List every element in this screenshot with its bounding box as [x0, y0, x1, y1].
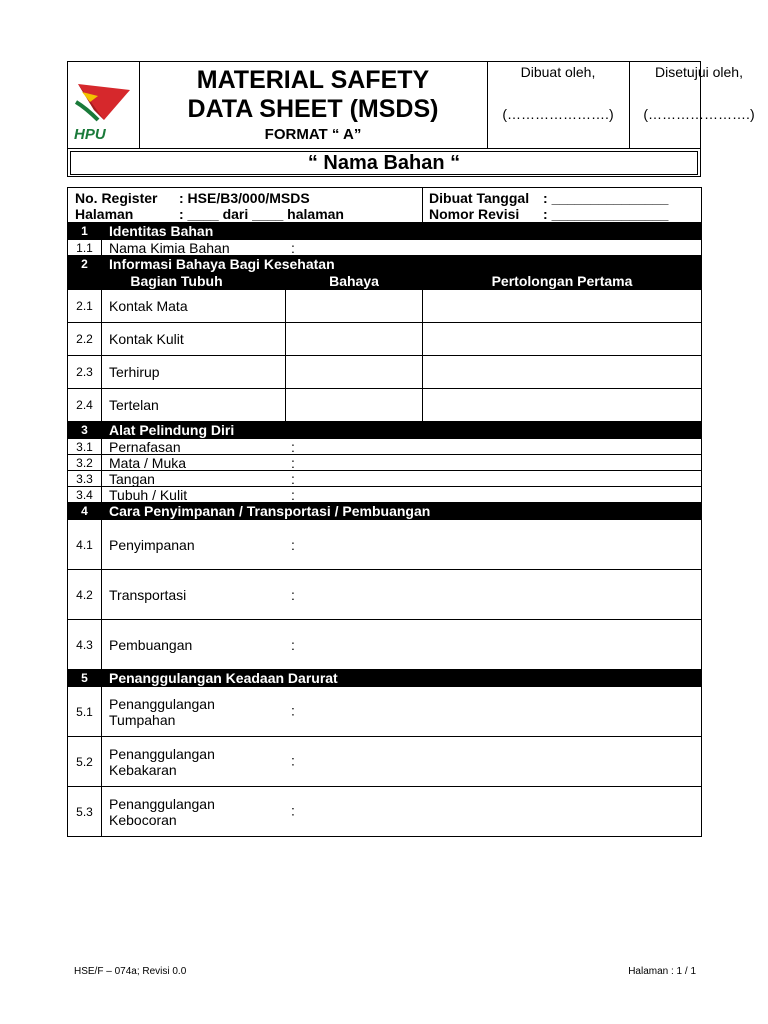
field-label: [109, 796, 291, 828]
field-colon: :: [291, 486, 295, 503]
field-label-line-1: Penanggulangan: [109, 695, 215, 712]
field-colon: :: [291, 802, 295, 819]
field-colon: :: [291, 438, 295, 455]
field-label: Pernafasan: [109, 438, 181, 455]
section-header-3: [68, 422, 702, 439]
field-label: [109, 696, 291, 728]
row-number: 5.1: [68, 687, 102, 737]
meta-row: [68, 188, 702, 223]
row-3-2: [68, 455, 702, 471]
field-label: Nama Kimia Bahan: [109, 239, 230, 256]
field-label-line-2: Kebocoran: [109, 811, 177, 828]
date-cell: [423, 188, 702, 223]
field-colon: :: [291, 239, 295, 256]
row-2-3: [68, 356, 702, 389]
field-label-line-2: Tumpahan: [109, 711, 176, 728]
body-part-label: Kontak Kulit: [102, 323, 286, 356]
row-number: 2.4: [68, 389, 102, 422]
approved-by-signature-blank[interactable]: (………………….): [643, 106, 755, 122]
row-2-1: [68, 290, 702, 323]
section-header-2: [68, 256, 702, 273]
field-tangan[interactable]: [102, 471, 702, 487]
made-by-label: Dibuat oleh,: [520, 64, 596, 80]
section-number: 2: [68, 256, 102, 273]
field-colon: :: [291, 536, 295, 553]
field-colon: :: [291, 470, 295, 487]
date-label: Dibuat Tanggal: [429, 189, 530, 206]
row-number: 3.4: [68, 487, 102, 503]
row-5-3: [68, 787, 702, 837]
footer-doc-code: HSE/F – 074a; Revisi 0.0: [74, 966, 187, 977]
first-aid-cell[interactable]: [423, 323, 702, 356]
section-header-5: [68, 670, 702, 687]
row-number: 5.2: [68, 737, 102, 787]
approved-by-cell: [629, 62, 768, 148]
field-mata-muka[interactable]: [102, 455, 702, 471]
field-colon: :: [291, 586, 295, 603]
first-aid-cell[interactable]: [423, 290, 702, 323]
hazard-cell[interactable]: [286, 356, 423, 389]
hazard-cell[interactable]: [286, 389, 423, 422]
made-by-cell: [487, 62, 630, 148]
row-number: 2.3: [68, 356, 102, 389]
section-header-1: [68, 223, 702, 240]
register-label: No. Register: [75, 189, 158, 206]
field-label: Transportasi: [109, 586, 187, 603]
row-number: 1.1: [68, 240, 102, 256]
row-number: 4.3: [68, 620, 102, 670]
material-name[interactable]: “ Nama Bahan “: [70, 151, 698, 175]
field-colon: :: [291, 702, 295, 719]
date-value[interactable]: : _______________: [543, 189, 669, 206]
page-value[interactable]: : ____ dari ____ halaman: [179, 205, 344, 222]
row-number: 3.3: [68, 471, 102, 487]
body-part-label: Kontak Mata: [102, 290, 286, 323]
row-number: 2.2: [68, 323, 102, 356]
row-4-2: [68, 570, 702, 620]
row-number: 3.2: [68, 455, 102, 471]
row-number: 5.3: [68, 787, 102, 837]
field-penanggulangan-kebocoran[interactable]: [102, 787, 702, 837]
section-number: 4: [68, 503, 102, 520]
first-aid-cell[interactable]: [423, 389, 702, 422]
field-label: [109, 746, 291, 778]
column-header-body-part: Bagian Tubuh: [68, 273, 286, 290]
row-1-1: [68, 240, 702, 256]
field-label: Mata / Muka: [109, 454, 187, 471]
field-pembuangan[interactable]: [102, 620, 702, 670]
field-label: Tangan: [109, 470, 155, 487]
register-value[interactable]: : HSE/B3/000/MSDS: [179, 189, 310, 206]
row-4-3: [68, 620, 702, 670]
field-label: Penyimpanan: [109, 536, 195, 553]
row-number: 4.1: [68, 520, 102, 570]
field-label: Pembuangan: [109, 636, 193, 653]
section-title: Identitas Bahan: [102, 223, 702, 240]
row-2-2: [68, 323, 702, 356]
revision-value[interactable]: : _______________: [543, 205, 669, 222]
section-number: 3: [68, 422, 102, 439]
page-label: Halaman: [75, 205, 134, 222]
field-tubuh-kulit[interactable]: [102, 487, 702, 503]
company-logo-cell: [68, 62, 140, 148]
hazard-cell[interactable]: [286, 290, 423, 323]
footer-page-number: Halaman : 1 / 1: [628, 966, 696, 977]
column-header-first-aid: Pertolongan Pertama: [423, 273, 702, 290]
field-label-line-2: Kebakaran: [109, 761, 177, 778]
section-title: Penanggulangan Keadaan Darurat: [102, 670, 702, 687]
row-number: 3.1: [68, 439, 102, 455]
row-5-2: [68, 737, 702, 787]
field-label-line-1: Penanggulangan: [109, 795, 215, 812]
msds-header: [67, 61, 755, 177]
section-header-4: [68, 503, 702, 520]
hpu-logo-icon: [68, 62, 139, 148]
row-5-1: [68, 687, 702, 737]
row-4-1: [68, 520, 702, 570]
row-number: 2.1: [68, 290, 102, 323]
revision-label: Nomor Revisi: [429, 205, 520, 222]
section-title: Cara Penyimpanan / Transportasi / Pembuangan: [102, 503, 702, 520]
section-2-column-header: [68, 273, 702, 290]
material-name-row: [68, 148, 700, 177]
row-3-3: [68, 471, 702, 487]
register-cell: [68, 188, 423, 223]
document-title-line-1: MATERIAL SAFETY: [196, 66, 430, 94]
row-number: 4.2: [68, 570, 102, 620]
logo-text: HPU: [74, 126, 106, 143]
msds-form-table: [67, 187, 702, 837]
approved-by-label: Disetujui oleh,: [655, 64, 743, 80]
field-label-line-1: Penanggulangan: [109, 745, 215, 762]
field-colon: :: [291, 752, 295, 769]
row-2-4: [68, 389, 702, 422]
field-penanggulangan-kebakaran[interactable]: [102, 737, 702, 787]
field-colon: :: [291, 636, 295, 653]
made-by-signature-blank[interactable]: (………………….): [502, 106, 614, 122]
field-colon: :: [291, 454, 295, 471]
column-header-hazard: Bahaya: [286, 273, 423, 290]
section-title: Informasi Bahaya Bagi Kesehatan: [102, 256, 702, 273]
body-part-label: Terhirup: [102, 356, 286, 389]
row-3-4: [68, 487, 702, 503]
section-number: 5: [68, 670, 102, 687]
document-format: FORMAT “ A”: [264, 126, 362, 143]
document-title-line-2: DATA SHEET (MSDS): [187, 95, 439, 123]
field-penyimpanan[interactable]: [102, 520, 702, 570]
row-3-1: [68, 439, 702, 455]
section-number: 1: [68, 223, 102, 240]
field-nama-kimia-bahan[interactable]: [102, 240, 702, 256]
section-title: Alat Pelindung Diri: [102, 422, 702, 439]
field-transportasi[interactable]: [102, 570, 702, 620]
title-cell: [139, 62, 488, 148]
hazard-cell[interactable]: [286, 323, 423, 356]
field-pernafasan[interactable]: [102, 439, 702, 455]
first-aid-cell[interactable]: [423, 356, 702, 389]
body-part-label: Tertelan: [102, 389, 286, 422]
field-label: Tubuh / Kulit: [109, 486, 188, 503]
field-penanggulangan-tumpahan[interactable]: [102, 687, 702, 737]
